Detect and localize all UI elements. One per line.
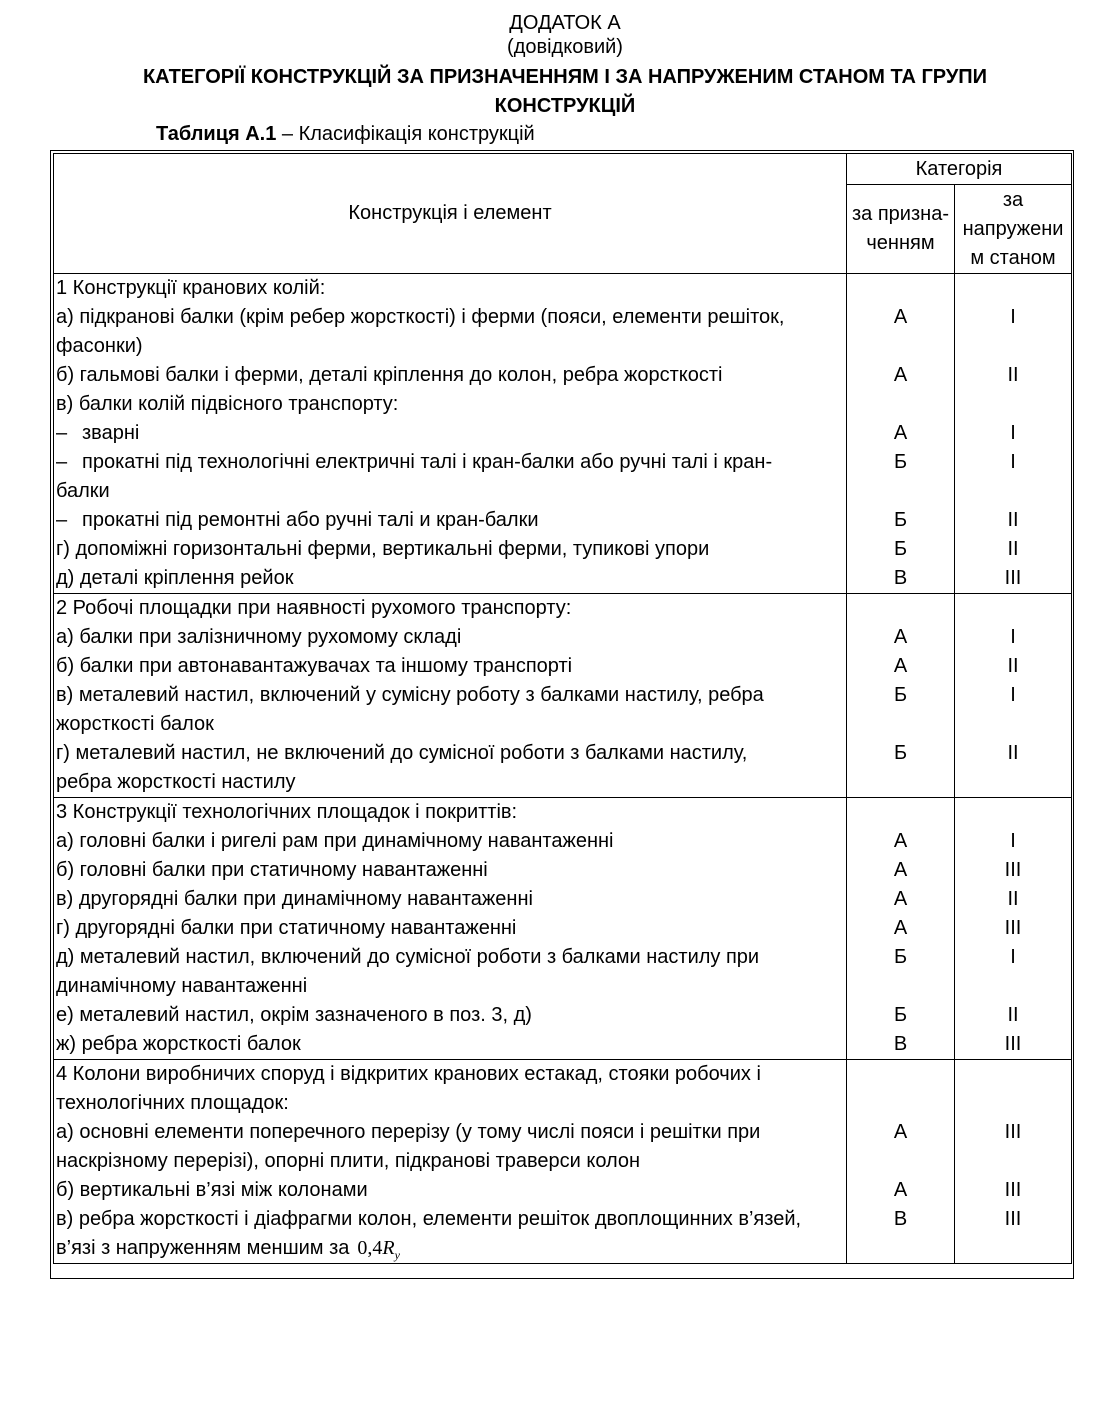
element-line <box>56 885 846 914</box>
element-text: б) гальмові балки і ферми, деталі кріплення до колон, ребра жорсткості <box>56 364 723 386</box>
header-by-purpose: за призна- ченням <box>847 185 955 274</box>
stress-value: І <box>1010 830 1016 852</box>
stress-value <box>955 972 1071 1001</box>
stress-value: І <box>1010 306 1016 328</box>
element-line <box>56 390 846 419</box>
purpose-value: В <box>893 1208 908 1230</box>
element-text: г) допоміжні горизонтальні ферми, вертикальні ферми, тупикові упори <box>56 538 710 560</box>
table-section-row <box>54 1060 1072 1264</box>
element-line <box>56 535 846 564</box>
purpose-value: А <box>893 888 908 910</box>
element-text: г) металевий настил, не включений до сумісної роботи з балками настилу, <box>56 742 748 764</box>
stress-value: І <box>1010 451 1016 473</box>
stress-value: ІІ <box>1007 538 1019 560</box>
formula: $0,4R_y$ <box>357 1237 400 1262</box>
element-text: динамічному навантаженні <box>56 975 308 997</box>
category-purpose-cell <box>847 798 955 1060</box>
purpose-value <box>847 390 954 419</box>
purpose-value: Б <box>893 451 908 473</box>
element-text: а) підкранові балки (крім ребер жорсткості) і ферми (пояси, елементи решіток, <box>56 306 785 328</box>
stress-value <box>955 1089 1071 1118</box>
stress-value <box>955 768 1071 797</box>
purpose-value: А <box>893 364 908 386</box>
element-text: в’язі з напруженням меншим за <box>56 1237 350 1259</box>
table-body <box>54 274 1072 1264</box>
purpose-value: В <box>893 1033 908 1055</box>
stress-value <box>955 332 1071 361</box>
stress-value <box>955 1234 1071 1263</box>
element-line <box>56 361 846 390</box>
stress-value: ІІІ <box>1004 1121 1022 1143</box>
stress-value: І <box>1010 422 1016 444</box>
purpose-value: Б <box>893 509 908 531</box>
element-cell <box>54 798 847 1060</box>
header-element: Конструкція і елемент <box>54 154 847 274</box>
element-line <box>56 652 846 681</box>
purpose-value: Б <box>893 742 908 764</box>
element-line <box>56 710 846 739</box>
element-line <box>56 623 846 652</box>
element-text: а) головні балки і ригелі рам при динамічному навантаженні <box>56 830 614 852</box>
element-line <box>56 1118 846 1147</box>
category-purpose-cell <box>847 274 955 594</box>
stress-value: І <box>1010 684 1016 706</box>
stress-value: І <box>1010 946 1016 968</box>
purpose-value <box>847 1234 954 1263</box>
stress-value <box>955 274 1071 303</box>
table-frame <box>50 150 1074 1279</box>
header-category: Категорія <box>847 154 1072 185</box>
table-section-row <box>54 798 1072 1060</box>
element-text: б) головні балки при статичному навантаженні <box>56 859 488 881</box>
element-text: зварні <box>82 422 140 444</box>
category-stress-cell <box>955 1060 1072 1264</box>
element-text: 2 Робочі площадки при наявності рухомого транспорту: <box>56 597 572 619</box>
table-section-row <box>54 274 1072 594</box>
purpose-value <box>847 798 954 827</box>
element-text: в) металевий настил, включений у сумісну роботу з балками настилу, ребра <box>56 684 764 706</box>
stress-value: ІІ <box>1007 509 1019 531</box>
purpose-value <box>847 1089 954 1118</box>
stress-value: ІІІ <box>1004 1179 1022 1201</box>
purpose-value: А <box>893 422 908 444</box>
element-text: в) ребра жорсткості і діафрагми колон, елементи решіток двоплощинних в’язей, <box>56 1208 802 1230</box>
element-line <box>56 972 846 1001</box>
element-text: а) основні елементи поперечного перерізу (у тому числі пояси і решітки при <box>56 1121 761 1143</box>
element-line <box>56 419 846 448</box>
stress-value: ІІІ <box>1004 567 1022 589</box>
element-line <box>56 274 846 303</box>
element-text: д) металевий настил, включений до сумісної роботи з балками настилу при <box>56 946 760 968</box>
element-text: прокатні під ремонтні або ручні талі и кран-балки <box>82 509 539 531</box>
table-header <box>54 154 1072 274</box>
element-text: прокатні під технологічні електричні талі і кран-балки або ручні талі і кран- <box>82 451 773 473</box>
stress-value <box>955 1060 1071 1089</box>
purpose-value: А <box>893 626 908 648</box>
purpose-value: А <box>893 917 908 939</box>
stress-value <box>955 594 1071 623</box>
element-line <box>56 1176 846 1205</box>
element-line <box>56 564 846 593</box>
element-text: в) другорядні балки при динамічному навантаженні <box>56 888 533 910</box>
element-line <box>56 1234 846 1263</box>
purpose-value <box>847 274 954 303</box>
purpose-value <box>847 1147 954 1176</box>
element-line <box>56 448 846 477</box>
element-cell <box>54 274 847 594</box>
purpose-value: А <box>893 655 908 677</box>
stress-value: ІІ <box>1007 655 1019 677</box>
element-line <box>56 681 846 710</box>
table-caption-text: Класифікація конструкцій <box>298 123 535 145</box>
stress-value: ІІ <box>1007 888 1019 910</box>
element-text: а) балки при залізничному рухомому складі <box>56 626 462 648</box>
purpose-value <box>847 594 954 623</box>
element-text: д) деталі кріплення рейок <box>56 567 294 589</box>
header-by-stress: за напружени м станом <box>955 185 1072 274</box>
stress-value: ІІІ <box>1004 917 1022 939</box>
element-text: 3 Конструкції технологічних площадок і покриттів: <box>56 801 518 823</box>
purpose-value: Б <box>893 1004 908 1026</box>
purpose-value <box>847 477 954 506</box>
purpose-value: В <box>893 567 908 589</box>
element-line <box>56 506 846 535</box>
table-caption-separator: – <box>281 123 294 145</box>
element-line <box>56 914 846 943</box>
element-text: технологічних площадок: <box>56 1092 289 1114</box>
element-text: наскрізному перерізі), опорні плити, підкранові траверси колон <box>56 1150 641 1172</box>
element-line <box>56 594 846 623</box>
table-caption <box>156 121 535 147</box>
stress-value: ІІІ <box>1004 1033 1022 1055</box>
dash-marker: – <box>56 422 68 444</box>
stress-value <box>955 798 1071 827</box>
purpose-value: Б <box>893 946 908 968</box>
purpose-value <box>847 1060 954 1089</box>
purpose-value: Б <box>893 538 908 560</box>
element-line <box>56 1030 846 1059</box>
stress-value: ІІІ <box>1004 1208 1022 1230</box>
element-text: ребра жорсткості настилу <box>56 771 296 793</box>
element-line <box>56 332 846 361</box>
purpose-value: А <box>893 306 908 328</box>
appendix-title-line2: КОНСТРУКЦІЙ <box>494 95 636 117</box>
category-purpose-cell <box>847 594 955 798</box>
purpose-value: А <box>893 830 908 852</box>
dash-marker: – <box>56 509 68 531</box>
element-text: е) металевий настил, окрім зазначеного в поз. 3, д) <box>56 1004 532 1026</box>
element-text: в) балки колій підвісного транспорту: <box>56 393 399 415</box>
purpose-value: А <box>893 1121 908 1143</box>
appendix-title-line1: КАТЕГОРІЇ КОНСТРУКЦІЙ ЗА ПРИЗНАЧЕННЯМ І ЗА НАПРУЖЕНИМ СТАНОМ ТА ГРУПИ <box>142 66 988 88</box>
table-caption-label: Таблиця А.1 <box>156 123 277 145</box>
element-text: г) другорядні балки при статичному навантаженні <box>56 917 517 939</box>
element-cell <box>54 594 847 798</box>
stress-value: ІІІ <box>1004 859 1022 881</box>
element-line <box>56 477 846 506</box>
category-stress-cell <box>955 594 1072 798</box>
purpose-value <box>847 332 954 361</box>
element-line <box>56 1060 846 1089</box>
element-line <box>56 739 846 768</box>
element-text: б) балки при автонавантажувачах та іншому транспорті <box>56 655 573 677</box>
purpose-value <box>847 972 954 1001</box>
appendix-subtitle: (довідковий) <box>507 36 623 58</box>
stress-value <box>955 477 1071 506</box>
dash-marker: – <box>56 451 68 473</box>
element-line <box>56 1147 846 1176</box>
element-line <box>56 1205 846 1234</box>
category-purpose-cell <box>847 1060 955 1264</box>
stress-value: ІІ <box>1007 742 1019 764</box>
element-line <box>56 827 846 856</box>
element-line <box>56 1089 846 1118</box>
classification-table <box>53 153 1072 1264</box>
stress-value <box>955 710 1071 739</box>
stress-value <box>955 1147 1071 1176</box>
element-cell <box>54 1060 847 1264</box>
element-line <box>56 856 846 885</box>
element-text: 1 Конструкції кранових колій: <box>56 277 326 299</box>
purpose-value: Б <box>893 684 908 706</box>
category-stress-cell <box>955 274 1072 594</box>
category-stress-cell <box>955 798 1072 1060</box>
element-text: фасонки) <box>56 335 143 357</box>
element-text: б) вертикальні в’язі між колонами <box>56 1179 368 1201</box>
purpose-value: А <box>893 1179 908 1201</box>
element-line <box>56 303 846 332</box>
purpose-value <box>847 710 954 739</box>
element-line <box>56 943 846 972</box>
stress-value <box>955 390 1071 419</box>
element-text: 4 Колони виробничих споруд і відкритих кранових естакад, стояки робочих і <box>56 1063 761 1085</box>
stress-value: І <box>1010 626 1016 648</box>
element-text: ж) ребра жорсткості балок <box>56 1033 301 1055</box>
stress-value: ІІ <box>1007 1004 1019 1026</box>
stress-value: ІІ <box>1007 364 1019 386</box>
purpose-value <box>847 768 954 797</box>
element-text: жорсткості балок <box>56 713 214 735</box>
element-text: балки <box>56 480 110 502</box>
element-line <box>56 1001 846 1030</box>
appendix-heading: ДОДАТОК А <box>509 12 621 34</box>
table-section-row <box>54 594 1072 798</box>
element-line <box>56 798 846 827</box>
purpose-value: А <box>893 859 908 881</box>
element-line <box>56 768 846 797</box>
